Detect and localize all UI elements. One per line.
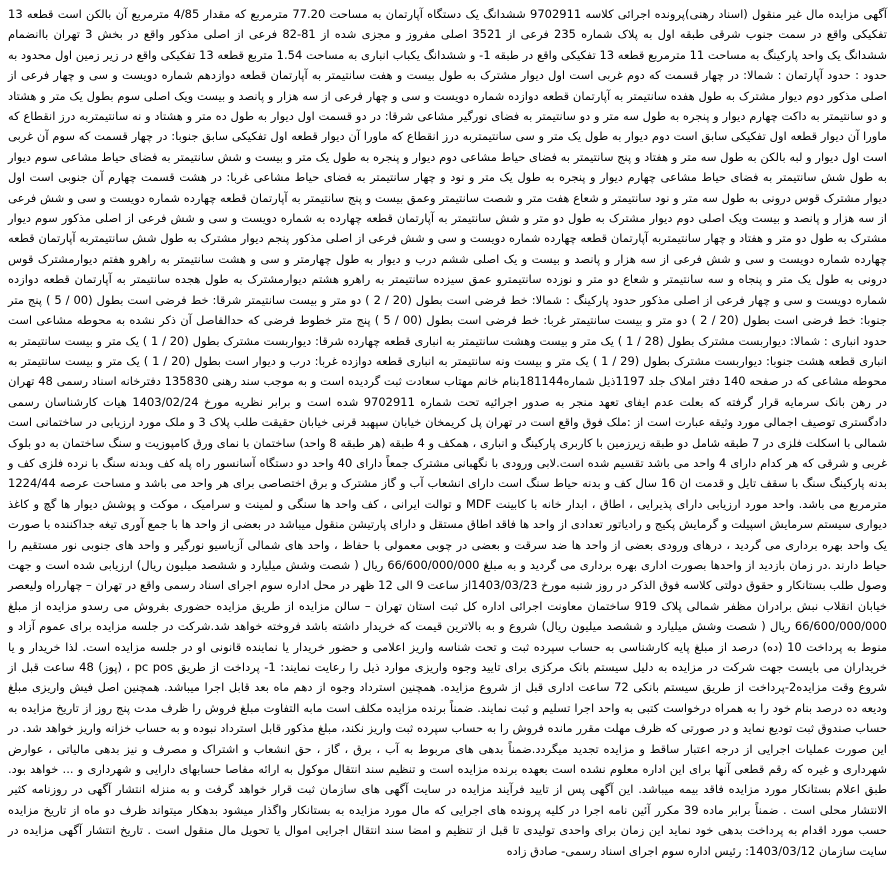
notice-body-text: آگهی مزایده مال غیر منقول (اسناد رهنی)پرونده اجرائی کلاسه 9702911 ششدانگ یک دستگاه آپارتمان به مساحت 77.20 مترمربع که مقدار 4/85 مترمربع آن بالکن است قطعه 13 تفکیکی واقع در سمت جنوب شرقی طبقه اول به پلاک شماره 235 فرعی از 3521 اصلی مفروز و مجزی شده از 81-82 فرعی از اصلی مذکور واقع در بخش 3 تهران باانضمام ششدانگ یک واحد پارکینگ به مساحت 11 مترمربع قطعه 13 تفکیکی واقع در طبقه 1- و ششدانگ یکباب انباری به مساحت 1.54 متربع قطعه 13 تفکیکی واقع در زیر زمین اول محدود به حدود : حدود آپارتمان : شمالا: در چهار قسمت که دوم غربی است اول دیوار مشترک به طول بیست و هفت سانتیمتر به آپارتمان قطعه دوازدهم شماره دویست و سی و چهار فرعی از اصلی مذکور دوم دیوار مشترک به طول هفده سانتیمتر به آپارتمان قطعه دوازده شماره دویست و سی و چهار فرعی از سه هزار و پانصد و بیست ویک اصلی سوم بطول یک متر و هشتاد و دو سانتیمتر به داکت چهارم دیوار و پنجره به طول سه متر و دو سانتیمتر به فضای نورگیر مشاعی شرقا: در دو قسمت اول دیوار به طول ده متر و هشتاد و نه سانتیمتربه درز انقطاع که ماورا آن دیوار قطعه اول تفکیکی سابق است دوم دیوار به طول یک متر و سی سانتیمتربه درز انقطاع که ماورا آن دیوار قطعه اول تفکیکی سابق جنوبا: در چهار قسمت که سوم آن غربی است اول دیوار و لبه بالکن به طول سه متر و هفتاد و پنج سانتیمتر به فضای حیاط مشاعی دوم دیوار و پنجره به طول یک متر و بیست و شش سانتیمتر به فضای حیاط مشاعی سوم دیوار به طول شش سانتیمتر به فضای حیاط مشاعی چهارم دیوار و پنجره به طول یک متر و نود و چهار سانتیمتر به فضای حیاط مشاعی غربا: در هشت قسمت چهارم آن جنوبی است اول دیوار مشترک قوس درونی به طول سه متر و نود سانتیمتر و شعاع هفت متر و شصت سانتیمتر وعمق بیست و پنج سانتیمتر به آپارتمان قطعه چهارده شماره دویست و سی و شش فرعی از سه هزار و پانصد و بیست ویک اصلی دوم دیوار مشترک به طول دو متر و شش سانتیمتر به آپارتمان قطعه چهارده به شماره دویست و سی و شش فرعی از اصلی مذکور سوم دیوار مشترک به طول دو متر و هفتاد و چهار سانتیمتربه آپارتمان قطعه چهارده شماره دویست و سی و شش فرعی از اصلی مذکور پنجم دیوار مشترک به طول شش سانتیمتربه آپارتمان قطعه چهارده شماره دویست و سی و شش فرعی از سه هزار و پانصد و بیست و یک اصلی ششم درب و دیوار به طول چهارمتر و سی و هشت سانتیمتر به راهرو هفتم دیوارمشترک قوس درونی به طول یک متر و پنجاه و سه سانتیمتر و شعاع دو متر و نوزده سانتیمترو عمق سیزده سانتیمتر به راهرو هشتم دیوارمشترک به طول هجده سانتیمتر به آپارتمان قطعه دوازده شماره دویست و سی و چهار فرعی از اصلی مذکور حدود پارکینگ : شمالا: خط فرضی است بطول (20 / 2 ) دو متر و بیست سانتیمتر شرقا: خط فرضی است بطول (00 / 5 ) پنج متر جنوبا: خط فرضی است بطول (20 / 2 ) دو متر و بیست سانتیمتر غربا: خط فرضی است بطول (00 / 5 ) پنج متر خطوط فرضی که حدالفاصل آن ذکر نشده به محوطه مشاعی است حدود انباری : شمالا: دیواربست مشترک بطول (28 / 1 ) یک متر و بیست وهشت سانتیمتر به انباری قطعه چهارده شرقا: دیواربست مشترک بطول (20 / 1 ) یک متر و بیست سانتیمتر به انباری قطعه هشت جنوبا: دیواربست مشترک بطول (29 / 1 ) یک متر و بیست ونه سانتیمتر به انباری قطعه دوازده غربا: درب و دیوار است بطول (20 / 1 ) یک متر و بیست سانتیمتر به محوطه مشاعی که در صفحه 140 دفتر املاک جلد 1197ذیل شماره181144بنام خانم مهتاب سعادت ثبت گردیده است و به موجب سند رهنی 135830 دفترخانه اسناد رسمی 48 تهران در رهن بانک سرمایه قرار گرفته که بعلت عدم ایفای تعهد منجر به صدور اجرائیه تحت شماره 9702911 شده است و برابر نظریه مورخ 1403/02/24 هیات کارشناسان رسمی دادگستری توصیف اجمالی مورد وثیقه عبارت است از :ملک فوق واقع است در تهران پل کریمخان خیابان سپهبد قرنی خیابان حقیقت طلب پلاک 3 و ملک مورد ارزیابی در ساختمانی است شمالی با اسکلت فلزی در 7 طبقه شامل دو طبقه زیرزمین با کاربری پارکینگ و انباری ، همکف و 4 طبقه (هر طبقه 8 واحد) ساختمان با نمای ورق کامپوزیت و سنگ ساختمان به دو بلوک غربی و شرقی که هر کدام دارای 4 واحد می باشد تقسیم شده است.لابی ورودی با نگهبانی مشترک جمعاً دارای 40 واحد دو دستگاه آسانسور راه پله کف وبدنه سنگ با نرده فلزی کف و بدنه پارکینگ سنگ با سقف تایل و قدمت ان 16 سال کف و بدنه حیاط سنگ است دارای انشعاب آب و گاز مشترک و برق اختصاصی برای هر واحد می باشد و مساحت عرصه 1224/44 مترمربع می باشد. واحد مورد ارزیابی دارای پذیرایی ، اطاق ، ابدار خانه با کابینت MDF و توالت ایرانی ، کف واحد ها سنگی و لمینت و سرامیک ، موکت و پوشش دیوار ها گچ و کاغذ دیواری سیستم سرمایش اسپیلت و گرمایش پکیج و رادیاتور تعدادی از واحد ها فاقد اطاق مستقل و دارای پارتیشن منقول میباشد در بعضی از واحد ها با جمع آوری تیغه جداکننده با صورت یک واحد بهره برداری می گردید ، درهای ورودی بعضی از واحد ها ضد سرقت و بعضی در چوبی معمولی با حفاظ ، واحد های شمالی آزیاسیو نورگیر و واحد های جنوبی نور مستقیم را حیاط دارند .در زمان بازدید از واحدها بصورت اداری بهره برداری می گردید و به مبلغ 66/600/000/000 ریال ( شصت وشش میلیارد و ششصد میلیون ریال) ارزیابی شده است و جهت وصول طلب بستانکار و حقوق دولتی کلاسه فوق الذکر در روز شنبه مورخ 1403/03/23از ساعت 9 الی 12 ظهر در محل اداره سوم اجرای اسناد رسمی واقع در تهران – چهارراه ولیعصر خیابان انقلاب نبش برادران مظفر شمالی پلاک 919 ساختمان معاونت اجرائی اداره کل ثبت استان تهران – سالن مزایده از طریق مزایده حضوری بفروش می رسدو مزایده از مبلغ 66/600/000/000 ریال ( شصت وشش میلیارد و ششصد میلیون ریال) شروع و به بالاترین قیمت که خریدار داشته باشد فروخته خواهد شد.شرکت در جلسه مزایده برای عموم آزاد و منوط به پرداخت 10 (ده) درصد از مبلغ پایه کارشناسی به حساب سپرده ثبت و تحت شناسه واریز اعلامی و حضور خریدار یا نماینده قانونی او در جلسه مزایده است. لذا خریدار و یا خریداران می بایست جهت شرکت در مزایده به دلیل سیستم بانک مرکزی برای تایید وجوه واریزی موارد ذیل را رعایت نمایند: 1- پرداخت از طریق pc pos ، (پوز) 48 ساعت قبل از شروع وقت مزایده2-پرداخت از طریق سیستم بانکی 72 ساعت اداری قبل از شروع مزایده. همچنین استرداد وجوه از دهم ماه بعد قابل اجرا میباشد. همچنین اصل فیش واریزی مبلغ ودیعه ده درصد بنام خود را به همراه درخواست کتبی به واحد اجرا تسلیم و ثبت نمایند. ضمناً برنده مزایده مکلف است مابه التفاوت مبلغ فروش را ظرف مدت پنج روز از تاریخ مزایده به حساب صندوق ثبت تودیع نماید و در صورتی که ظرف مهلت مقرر مانده فروش را به حساب سپرده ثبت واریز نکند، مبلغ مذکور قابل استرداد نبوده و به حساب خزانه واریز خواهد شد. در این صورت عملیات اجرایی از درجه اعتبار ساقط و مزایده تجدید میگردد.ضمناً بدهی های مربوط به آب ، برق ، گاز ، حق انشعاب و اشتراک و مصرف و نیز بدهی مالیاتی ، عوارض شهرداری و غیره که رقم قطعی آنها برای این اداره معلوم نشده است بعهده برنده مزایده است و تنظیم سند انتقال موکول به ارائه مفاصا حسابهای دارایی و شهرداری و ... خواهد بود. طبق اعلام بستانکار مورد مزایده فاقد بیمه میباشد. این آگهی پس از تایید فرآیند مزایده در سایت آگهی های سازمان ثبت قرار خواهد گرفت و به منزله انتشار آگهی در روزنامه کثیر الانتشار محلی است . ضمناً برابر ماده 39 مکرر آئین نامه اجرا در کلیه پرونده های اجرایی که مال مورد مزایده به بستانکار واگذار میشود بدهکار میتواند ظرف دو ماه از تاریخ مزایده حسب مورد اقدام به پرداخت بدهی خود نماید این زمان برای واحدی تولیدی تا قبل از تنظیم و امضا سند انتقال اجرایی اموال یا تحویل مال منقول است . تاریخ انتشار آگهی مزایده در سایت سازمان 1403/03/12: رئیس اداره سوم اجرای اسناد رسمی- صادق زاده xyxy=(8,7,888,858)
